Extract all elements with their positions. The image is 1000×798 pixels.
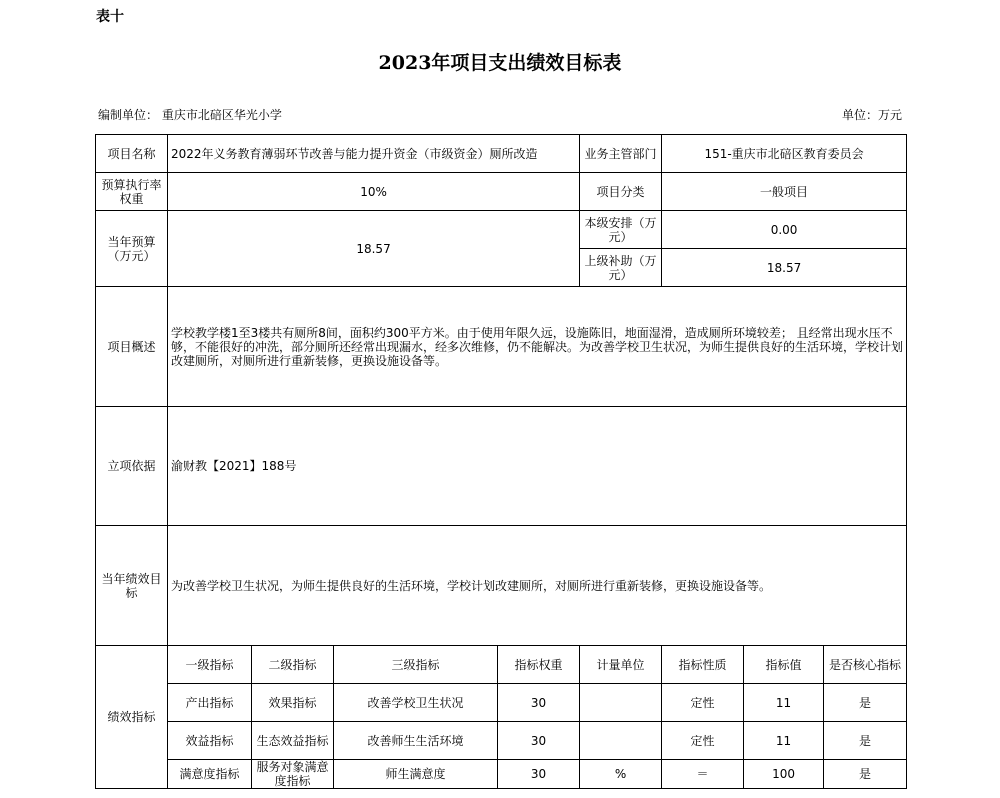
indicator-row [96, 684, 907, 722]
org-line [98, 106, 282, 123]
indicator-header: 指标值 [744, 646, 824, 684]
indicator-cell: 师生满意度 [334, 760, 498, 789]
basis-label: 立项依据 [96, 407, 168, 526]
basis-row [96, 407, 907, 526]
indicator-header-row [96, 646, 907, 684]
unit-label: 单位：万元 [841, 108, 902, 122]
local-value: 0.00 [662, 211, 907, 249]
indicator-header: 二级指标 [252, 646, 334, 684]
indicator-cell: 11 [744, 722, 824, 760]
overview-row [96, 287, 907, 407]
indicator-row [96, 760, 907, 789]
overview-label: 项目概述 [96, 287, 168, 407]
indicator-header: 指标性质 [662, 646, 744, 684]
weight-label: 预算执行率权重 [96, 173, 168, 211]
weight-value: 10% [168, 173, 580, 211]
indicator-cell: 30 [498, 684, 580, 722]
indicator-cell [580, 722, 662, 760]
indicator-cell: 生态效益指标 [252, 722, 334, 760]
overview-value: 学校教学楼1至3楼共有厕所8间，面积约300平方米。由于使用年限久远，设施陈旧，地面湿滑，造成厕所环境较差； 且经常出现水压不够，不能很好的冲洗，部分厕所还经常出现漏水，经多次维修，仍不能解决。为改善学校卫生状况，为师生提供良好的生活环境，学校计划改建厕所，对厕所进行重新装修，更换设施设备等。 [168, 287, 907, 407]
table-number: 表十 [96, 9, 124, 25]
dept-label: 业务主管部门 [580, 135, 662, 173]
project-name-value: 2022年义务教育薄弱环节改善与能力提升资金（市级资金）厕所改造 [168, 135, 580, 173]
goal-label: 当年绩效目标 [96, 526, 168, 646]
goal-value: 为改善学校卫生状况，为师生提供良好的生活环境，学校计划改建厕所，对厕所进行重新装修，更换设施设备等。 [168, 526, 907, 646]
indicator-cell: 30 [498, 760, 580, 789]
indicator-cell: 30 [498, 722, 580, 760]
dept-value: 151-重庆市北碚区教育委员会 [662, 135, 907, 173]
indicator-section-label: 绩效指标 [96, 646, 168, 789]
indicator-cell: 是 [824, 760, 907, 789]
indicator-cell: 改善师生生活环境 [334, 722, 498, 760]
indicator-cell: 改善学校卫生状况 [334, 684, 498, 722]
budget-row-1 [96, 211, 907, 249]
indicator-cell [580, 684, 662, 722]
indicator-cell: 定性 [662, 722, 744, 760]
category-value: 一般项目 [662, 173, 907, 211]
indicator-header: 计量单位 [580, 646, 662, 684]
weight-row [96, 173, 907, 211]
basis-value: 渝财教【2021】188号 [168, 407, 907, 526]
indicator-header: 一级指标 [168, 646, 252, 684]
indicator-cell: % [580, 760, 662, 789]
indicator-header: 三级指标 [334, 646, 498, 684]
local-label: 本级安排（万元） [580, 211, 662, 249]
indicator-cell: 效果指标 [252, 684, 334, 722]
project-name-label: 项目名称 [96, 135, 168, 173]
indicator-cell: 100 [744, 760, 824, 789]
org-label: 编制单位： [98, 108, 159, 122]
indicator-cell: 是 [824, 722, 907, 760]
budget-label: 当年预算（万元） [96, 211, 168, 287]
goal-row [96, 526, 907, 646]
indicator-cell: 效益指标 [168, 722, 252, 760]
indicator-header: 是否核心指标 [824, 646, 907, 684]
upper-value: 18.57 [662, 249, 907, 287]
indicator-cell: ＝ [662, 760, 744, 789]
indicator-cell: 是 [824, 684, 907, 722]
performance-target-table [95, 134, 907, 789]
page-title: 2023年项目支出绩效目标表 [378, 52, 622, 74]
upper-label: 上级补助（万元） [580, 249, 662, 287]
indicator-cell: 产出指标 [168, 684, 252, 722]
indicator-cell: 11 [744, 684, 824, 722]
org-name: 重庆市北碚区华光小学 [161, 108, 282, 122]
budget-value: 18.57 [168, 211, 580, 287]
project-name-row [96, 135, 907, 173]
indicator-header: 指标权重 [498, 646, 580, 684]
indicator-cell: 满意度指标 [168, 760, 252, 789]
category-label: 项目分类 [580, 173, 662, 211]
indicator-cell: 服务对象满意度指标 [252, 760, 334, 789]
indicator-row [96, 722, 907, 760]
indicator-cell: 定性 [662, 684, 744, 722]
